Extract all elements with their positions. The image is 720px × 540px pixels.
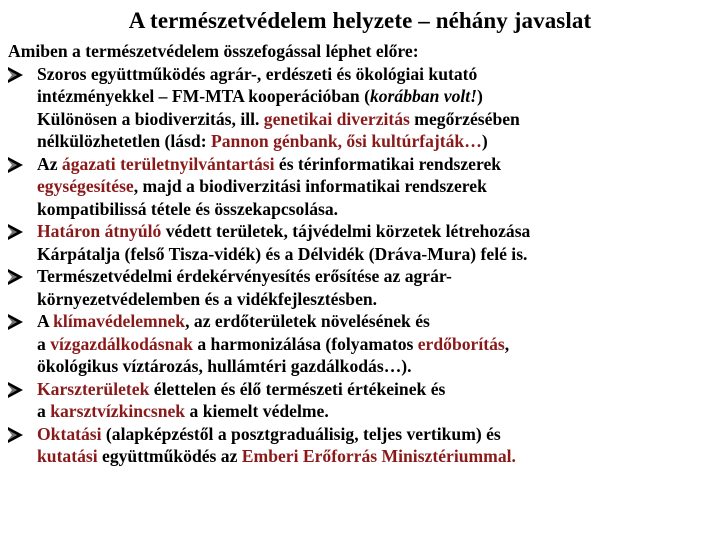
bullet-text: (alapképzéstől a posztgraduálisig, teljes vertikum) és <box>101 423 501 444</box>
intro-text: Amiben a természetvédelem összefogással léphet előre: <box>8 41 419 61</box>
bullet-line <box>37 423 714 446</box>
bullet-item <box>8 265 714 310</box>
arrowhead-bullet-icon <box>8 67 23 83</box>
bullet-line <box>37 108 714 131</box>
bullet-text: nélkülözhetetlen (lásd: <box>37 131 211 151</box>
highlighted-text: Oktatási <box>37 423 102 444</box>
bullet-text: Az <box>37 153 62 174</box>
bullet-text: Természetvédelmi érdekérvényesítés erősítése az agrár- <box>37 266 452 286</box>
bullet-text: a <box>37 333 51 354</box>
bullet-text: korábban volt! <box>369 86 477 106</box>
bullet-text: együttműködés az <box>97 446 242 466</box>
bullet-text: , <box>504 333 510 354</box>
bullet-text: A <box>37 311 54 331</box>
slide-content <box>8 40 714 468</box>
bullet-line <box>37 175 714 198</box>
bullet-text: környezetvédelemben és a vidékfejlesztésben. <box>37 288 378 309</box>
arrowhead-bullet-icon <box>8 157 23 173</box>
arrowhead-bullet-icon <box>8 269 23 285</box>
bullet-line <box>37 130 714 153</box>
bullet-text: a <box>37 401 51 421</box>
bullet-text: élettelen és élő természeti értékeinek és <box>149 378 446 399</box>
bullet-line <box>37 198 714 221</box>
bullet-text: ökológikus víztározás, hullámtéri gazdálkodás…). <box>37 356 412 376</box>
arrowhead-bullet-icon <box>8 382 23 398</box>
bullet-line <box>37 445 714 468</box>
highlighted-text: vízgazdálkodásnak <box>50 333 193 354</box>
bullet-text: ) <box>481 131 488 151</box>
bullet-item <box>8 153 714 221</box>
highlighted-text: genetikai diverzitás <box>263 108 410 129</box>
highlighted-text: klímavédelemnek <box>53 311 186 331</box>
highlighted-text: erdőborítás <box>417 333 505 354</box>
bullet-line <box>37 153 714 176</box>
bullet-item <box>8 310 714 378</box>
arrowhead-bullet-icon <box>8 427 23 443</box>
bullet-line <box>37 85 714 108</box>
highlighted-text: egységesítése <box>37 176 134 196</box>
bullet-line <box>37 333 714 356</box>
bullet-text: , majd a biodiverzitási informatikai rendszerek <box>133 176 487 196</box>
bullet-item <box>8 220 714 265</box>
bullet-item <box>8 378 714 423</box>
bullet-line <box>37 400 714 423</box>
bullet-text: , az erdőterületek növelésének és <box>185 311 430 331</box>
highlighted-text: Emberi Erőforrás Minisztériummal. <box>241 446 516 466</box>
bullet-line <box>37 63 714 86</box>
bullet-item <box>8 63 714 153</box>
bullet-line <box>37 265 714 288</box>
bullet-list <box>8 63 714 468</box>
bullet-line <box>37 378 714 401</box>
bullet-item <box>8 423 714 468</box>
bullet-line <box>37 243 714 266</box>
highlighted-text: kutatási <box>37 446 98 466</box>
highlighted-text: karsztvízkincsnek <box>50 401 186 421</box>
bullet-text: intézményekkel – FM-MTA kooperációban ( <box>37 86 370 106</box>
highlighted-text: Karszterületek <box>37 378 150 399</box>
highlighted-text: Pannon génbank, ősi kultúrfajták… <box>210 131 482 151</box>
bullet-line <box>37 288 714 311</box>
bullet-text: kompatibilissá tétele és összekapcsolása. <box>37 198 339 219</box>
bullet-text: Különösen a biodiverzitás, ill. <box>37 108 264 129</box>
bullet-text: a kiemelt védelme. <box>185 401 329 421</box>
bullet-line <box>37 310 714 333</box>
bullet-text: védett területek, tájvédelmi körzetek létrehozása <box>161 221 531 241</box>
highlighted-text: ágazati területnyilvántartási <box>61 153 275 174</box>
highlighted-text: Határon átnyúló <box>37 221 162 241</box>
bullet-text: a harmonizálása (folyamatos <box>192 333 418 354</box>
bullet-line <box>37 355 714 378</box>
arrowhead-bullet-icon <box>8 314 23 330</box>
bullet-text: megőrzésében <box>409 108 520 129</box>
bullet-text: és térinformatikai rendszerek <box>274 153 502 174</box>
bullet-text: Kárpátalja (felső Tisza-vidék) és a Délvidék (Dráva-Mura) felé is. <box>37 243 528 264</box>
arrowhead-bullet-icon <box>8 224 23 240</box>
bullet-text: ) <box>477 86 483 106</box>
bullet-text: Szoros együttműködés agrár-, erdészeti és ökológiai kutató <box>37 63 478 84</box>
slide-title: A természetvédelem helyzete – néhány javaslat <box>128 8 592 33</box>
bullet-line <box>37 220 714 243</box>
